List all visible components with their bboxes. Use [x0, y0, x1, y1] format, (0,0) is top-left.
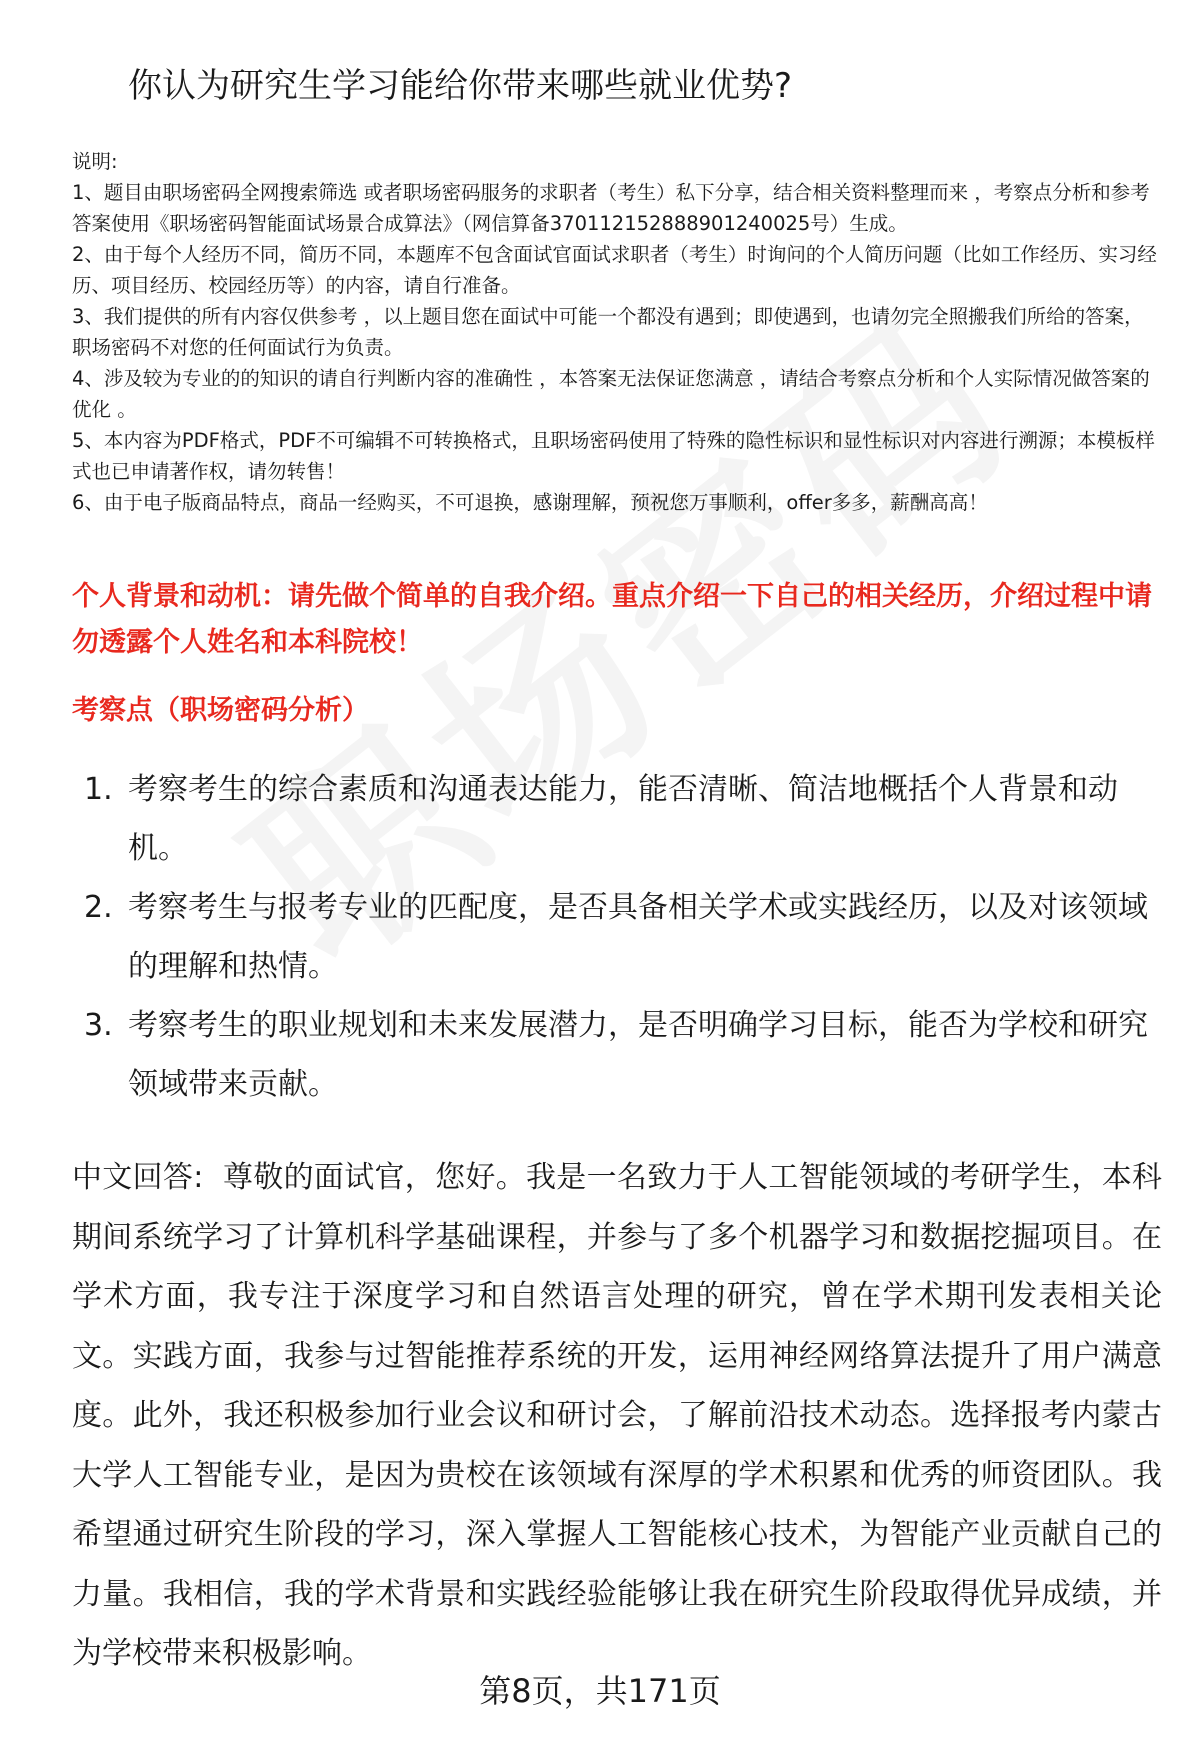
notes-label: 说明:	[72, 150, 118, 173]
analysis-point	[72, 996, 1162, 1114]
point-number: 2.	[84, 890, 113, 925]
point-number: 3.	[84, 1008, 113, 1043]
notes-section	[72, 146, 1162, 518]
page-number: 第8页，共171页	[479, 1672, 721, 1710]
point-text: 考察考生的综合素质和沟通表达能力，能否清晰、简洁地概括个人背景和动机。	[128, 772, 1118, 866]
point-text: 考察考生与报考专业的匹配度，是否具备相关学术或实践经历，以及对该领域的理解和热情。	[128, 890, 1148, 984]
point-text: 考察考生的职业规划和未来发展潜力，是否明确学习目标，能否为学校和研究领域带来贡献。	[128, 1008, 1148, 1102]
analysis-point	[72, 878, 1162, 996]
point-number: 1.	[84, 772, 113, 807]
analysis-heading: 考察点（职场密码分析）	[72, 695, 369, 726]
page-title: 你认为研究生学习能给你带来哪些就业优势?	[128, 66, 793, 106]
note-item: 5、本内容为PDF格式，PDF不可编辑不可转换格式，且职场密码使用了特殊的隐性标识和显性标识对内容进行溯源；本模板样式也已申请著作权，请勿转售！	[72, 429, 1155, 483]
note-item: 2、由于每个人经历不同，简历不同，本题库不包含面试官面试求职者（考生）时询问的个人简历问题（比如工作经历、实习经历、项目经历、校园经历等）的内容，请自行准备。	[72, 243, 1157, 297]
answer-label: 中文回答:	[72, 1160, 204, 1195]
note-item: 6、由于电子版商品特点，商品一经购买，不可退换，感谢理解，预祝您万事顺利，offer多多，薪酬高高！	[72, 491, 988, 514]
answer-paragraph	[72, 1148, 1162, 1684]
note-item: 3、我们提供的所有内容仅供参考 ，以上题目您在面试中可能一个都没有遇到；即使遇到，也请勿完全照搬我们所给的答案，职场密码不对您的任何面试行为负责。	[72, 305, 1144, 359]
note-item: 4、涉及较为专业的的知识的请自行判断内容的准确性 ，本答案无法保证您满意 ，请结合考察点分析和个人实际情况做答案的优化 。	[72, 367, 1150, 421]
analysis-list	[72, 760, 1162, 1114]
question-heading: 个人背景和动机：请先做个简单的自我介绍。重点介绍一下自己的相关经历，介绍过程中请勿透露个人姓名和本科院校！	[72, 581, 1152, 658]
answer-text: 尊敬的面试官，您好。我是一名致力于人工智能领域的考研学生，本科期间系统学习了计算机科学基础课程，并参与了多个机器学习和数据挖掘项目。在学术方面，我专注于深度学习和自然语言处理的研究，曾在学术期刊发表相关论文。实践方面，我参与过智能推荐系统的开发，运用神经网络算法提升了用户满意度。此外，我还积极参加行业会议和研讨会，了解前沿技术动态。选择报考内蒙古大学人工智能专业，是因为贵校在该领域有深厚的学术积累和优秀的师资团队。我希望通过研究生阶段的学习，深入掌握人工智能核心技术，为智能产业贡献自己的力量。我相信，我的学术背景和实践经验能够让我在研究生阶段取得优异成绩，并为学校带来积极影响。	[72, 1160, 1163, 1671]
note-item: 1、题目由职场密码全网搜索筛选 或者职场密码服务的求职者（考生）私下分享，结合相关资料整理而来 ，考察点分析和参考答案使用《职场密码智能面试场景合成算法》（网信算备370112152888901240025号）生成。	[72, 181, 1150, 235]
analysis-point	[72, 760, 1162, 878]
